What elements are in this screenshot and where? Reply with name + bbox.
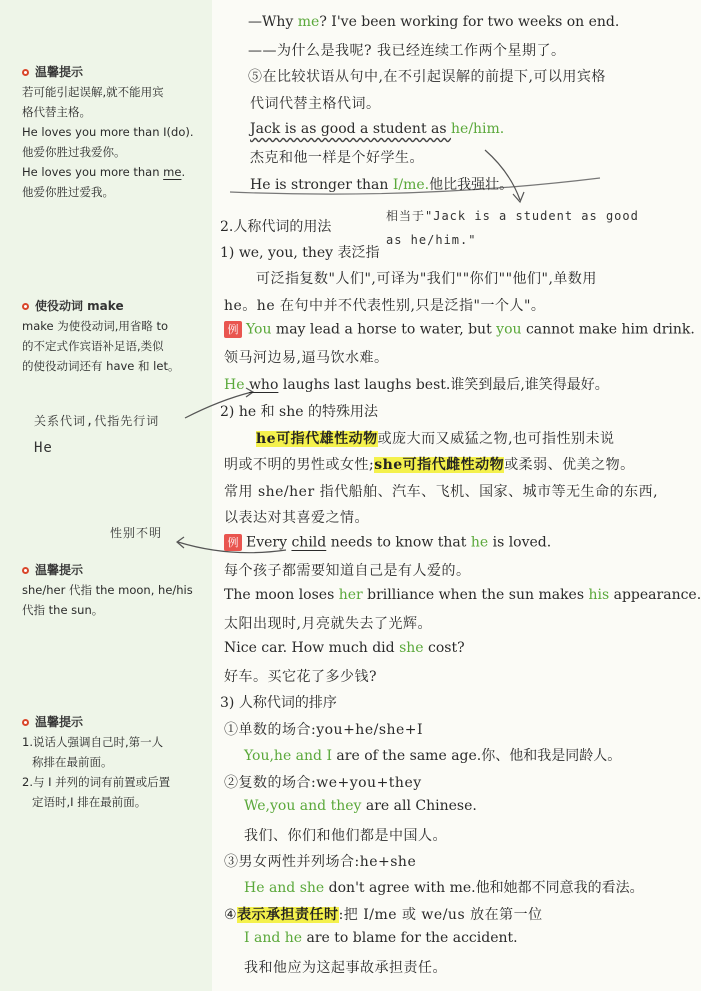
example-line: Nice car. How much did she cost? bbox=[224, 640, 465, 656]
tip-box-3 bbox=[22, 560, 210, 620]
example-translation: 杰克和他一样是个好学生。 bbox=[250, 150, 424, 166]
tip-line: 1.说话人强调自己时,第一人 bbox=[22, 735, 164, 749]
paragraph-line: 以表达对其喜爱之情。 bbox=[224, 510, 369, 526]
example-line: He who laughs last laughs best.谁笑到最后,谁笑得最好。 bbox=[224, 377, 609, 393]
handwritten-note-gender: 性别不明 bbox=[110, 526, 163, 540]
tip-line: 的使役动词还有 have 和 let。 bbox=[22, 359, 180, 373]
example-marker-icon: 例 bbox=[224, 321, 242, 338]
example-translation: ——为什么是我呢? 我已经连续工作两个星期了。 bbox=[248, 43, 566, 59]
order-rule: ①单数的场合:you+he/she+I bbox=[224, 722, 424, 738]
example-translation: 太阳出现时,月亮就失去了光辉。 bbox=[224, 616, 432, 632]
handwritten-note-he: He bbox=[34, 440, 53, 456]
tip-title-4: 温馨提示 bbox=[22, 712, 210, 732]
order-rule: ②复数的场合:we+you+they bbox=[224, 775, 422, 791]
order-rule: ④表示承担责任时:把 I/me 或 we/us 放在第一位 bbox=[224, 907, 543, 923]
tip-box-1 bbox=[22, 62, 210, 202]
handwritten-note-equiv: 相当于"Jack is a student as good bbox=[386, 209, 639, 223]
tip-line: He loves you more than I(do). bbox=[22, 125, 194, 139]
tip-line: 若可能引起误解,就不能用宾 bbox=[22, 85, 164, 99]
example-line: The moon loses her brilliance when the sun makes his appearance. bbox=[224, 587, 701, 603]
subsection-heading: 1) we, you, they 表泛指 bbox=[220, 245, 380, 261]
tip-line: 格代替主格。 bbox=[22, 105, 91, 119]
example-line: We,you and they are all Chinese. bbox=[244, 798, 477, 814]
example-translation: 好车。买它花了多少钱? bbox=[224, 669, 378, 685]
handwritten-note-equiv: as he/him." bbox=[386, 233, 477, 247]
tip-box-4 bbox=[22, 712, 210, 812]
tip-line: 定语时,I 排在最前面。 bbox=[32, 795, 147, 809]
tip-line: 称排在最前面。 bbox=[32, 755, 113, 769]
tip-line: He loves you more than me. bbox=[22, 165, 186, 179]
tip-title-2: 使役动词 make bbox=[22, 296, 210, 316]
paragraph-line: 可泛指复数"人们",可译为"我们""你们""他们",单数用 bbox=[256, 271, 597, 287]
tip-box-2 bbox=[22, 296, 210, 376]
tip-line: 2.与 I 并列的词有前置或后置 bbox=[22, 775, 171, 789]
section-heading: 2.人称代词的用法 bbox=[220, 219, 332, 235]
subsection-heading: 2) he 和 she 的特殊用法 bbox=[220, 404, 378, 420]
handwritten-note-relative: 关系代词,代指先行词 bbox=[34, 414, 160, 428]
example-line: —Why me? I've been working for two weeks on end. bbox=[248, 14, 620, 30]
tip-title-1: 温馨提示 bbox=[22, 62, 210, 82]
paragraph-line: 常用 she/her 指代船舶、汽车、飞机、国家、城市等无生命的东西, bbox=[224, 484, 659, 500]
example-translation: 领马河边易,逼马饮水难。 bbox=[224, 350, 389, 366]
tip-line: she/her 代指 the moon, he/his bbox=[22, 583, 193, 597]
example-line: 例 Every child needs to know that he is loved. bbox=[224, 534, 551, 551]
bullet-icon bbox=[22, 69, 29, 76]
bullet-icon bbox=[22, 719, 29, 726]
tip-title-3: 温馨提示 bbox=[22, 560, 210, 580]
paragraph-line: he。he 在句中并不代表性别,只是泛指"一个人"。 bbox=[224, 298, 546, 314]
example-line: He and she don't agree with me.他和她都不同意我的看法。 bbox=[244, 880, 644, 896]
order-rule: ③男女两性并列场合:he+she bbox=[224, 854, 417, 870]
tip-line: 他爱你胜过我爱你。 bbox=[22, 145, 126, 159]
tip-line: 代指 the sun。 bbox=[22, 603, 104, 617]
example-line: Jack is as good a student as he/him. bbox=[250, 121, 505, 137]
bullet-icon bbox=[22, 303, 29, 310]
example-line: I and he are to blame for the accident. bbox=[244, 930, 518, 946]
paragraph-line: 明或不明的男性或女性;she可指代雌性动物或柔弱、优美之物。 bbox=[224, 457, 635, 473]
tip-line: make 为使役动词,用省略 to bbox=[22, 319, 169, 333]
example-translation: 每个孩子都需要知道自己是有人爱的。 bbox=[224, 563, 471, 579]
bullet-icon bbox=[22, 567, 29, 574]
tip-line: 的不定式作宾语补足语,类似 bbox=[22, 339, 164, 353]
arrow-head bbox=[513, 192, 524, 202]
rule-text: 代词代替主格代词。 bbox=[250, 96, 381, 112]
example-line: You,he and I are of the same age.你、他和我是同龄人。 bbox=[244, 748, 622, 764]
tip-line: 他爱你胜过爱我。 bbox=[22, 185, 114, 199]
example-translation: 我们、你们和他们都是中国人。 bbox=[244, 828, 447, 844]
paragraph-line: he可指代雄性动物或庞大而又威猛之物,也可指性别未说 bbox=[256, 431, 615, 447]
rule-text: ⑤在比较状语从句中,在不引起误解的前提下,可以用宾格 bbox=[248, 69, 606, 85]
example-marker-icon: 例 bbox=[224, 534, 242, 551]
example-line: 例 You may lead a horse to water, but you cannot make him drink. bbox=[224, 321, 695, 338]
subsection-heading: 3) 人称代词的排序 bbox=[220, 695, 337, 711]
example-line: He is stronger than I/me.他比我强壮。 bbox=[250, 177, 514, 193]
example-translation: 我和他应为这起事故承担责任。 bbox=[244, 960, 447, 976]
